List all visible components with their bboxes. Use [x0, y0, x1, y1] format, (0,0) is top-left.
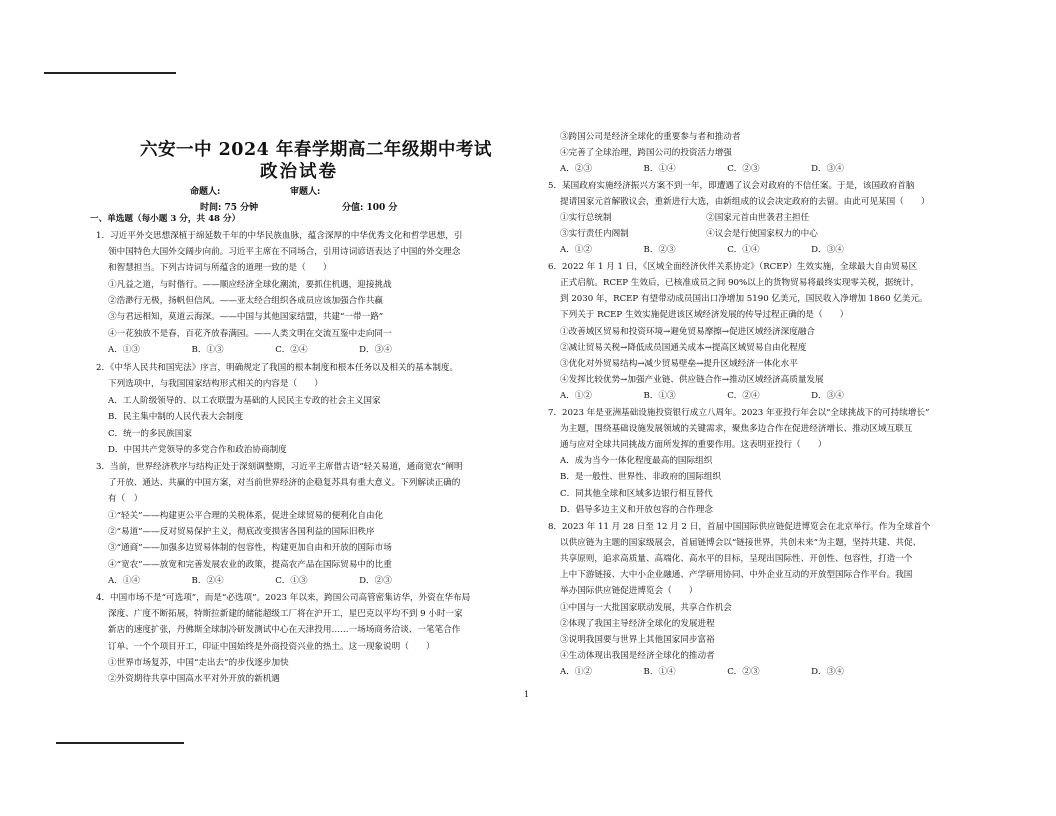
- text-line: C．统一的多民族国家: [108, 429, 192, 439]
- text-line: B．民主集中制的人民代表大会制度: [108, 412, 244, 422]
- text-line: 5．某国政府实施经济振兴方案不到一年，即遭遇了议会对政府的不信任案。于是，该国政府首脑: [548, 181, 915, 191]
- author-label: 命题人:: [190, 187, 221, 197]
- text-line: ④发挥比较优势→加强产业链、供应链合作→推动区域经济高质量发展: [560, 375, 824, 385]
- exam-subject: 政治试卷: [260, 162, 338, 182]
- text-line: ④生动体现出我国是经济全球化的推动者: [560, 651, 715, 661]
- text-line: ①凡益之道，与时偕行。——顺应经济全球化潮流，要抓住机遇，迎接挑战: [108, 280, 392, 290]
- text-line: ②浩渺行无极，扬帆但信风。——亚太经合组织各成员应该加强合作共赢: [108, 296, 384, 306]
- text-line: 上中下游链接、大中小企业融通、产学研用协同、中外企业互动的开放型国际合作平台。我国: [560, 570, 913, 580]
- text-line: ③跨国公司是经济全球化的重要参与者和推动者: [560, 132, 741, 142]
- text-line: ①“轻关”——构建更公平合理的关税体系，促进全球贸易的便利化自由化: [108, 511, 384, 521]
- text-line: 通与应对全球共同挑战方面所发挥的重要作用。这表明亚投行（ ）: [560, 440, 827, 450]
- text-line: 以供应链为主题的国家级展会，首届链博会以“链接世界，共创未来”为主题，坚持共建、共促、: [560, 538, 922, 548]
- text-line: 为主题，围绕基础设施发展领域的关键需求，聚焦多边合作在促进经济增长、推动区域互联互: [560, 424, 913, 434]
- text-line: A．①② B．②③ C．①④ D．③④: [560, 245, 844, 255]
- text-line: C．同其他全球和区域多边银行相互替代: [560, 489, 713, 499]
- text-line: A．①② B．①④ C．②③ D．③④: [560, 667, 844, 677]
- text-line: 举办国际供应链促进博览会（ ）: [560, 586, 698, 596]
- text-line: 6．2022 年 1 月 1 日，《区域全面经济伙伴关系协定》（RCEP）生效实施，全球最大自由贸易区: [548, 262, 918, 272]
- text-line: ①改善域区贸易和投资环境→避免贸易摩擦→促进区域经济深度融合: [560, 327, 816, 337]
- scan-edge-line-bottom: [56, 742, 184, 744]
- text-line: 到 2030 年，RCEP 有望带动成员国出口净增加 5190 亿美元，国民收入净增加 1860 亿美元。: [560, 294, 928, 304]
- text-line: 8．2023 年 11 月 28 日至 12 月 2 日，首届中国国际供应链促进博览会在北京举行。作为全球首个: [548, 522, 931, 532]
- text-line: A．②③ B．①④ C．②③ D．③④: [560, 164, 844, 174]
- section-heading: 一、单选题（每小题 3 分，共 48 分）: [90, 214, 241, 224]
- text-line: ③“通商”——加强多边贸易体制的包容性，构建更加自由和开放的国际市场: [108, 543, 392, 553]
- text-line: ④“宽农”——放宽和完善发展农业的政策，提高农产品在国际贸易中的比重: [108, 560, 392, 570]
- text-line: ①实行总统制 ②国家元首由世袭君主担任: [560, 213, 810, 223]
- page-number: 1: [524, 690, 530, 699]
- text-line: ③优化对外贸易结构→减少贸易壁垒→提升区域经济一体化水平: [560, 359, 798, 369]
- text-line: ①中国与一大批国家联动发展，共享合作机会: [560, 603, 732, 613]
- text-line: 领中国特色大国外交阔步向前。习近平主席在不同场合，引用诗词谚语表达了中国的外交理念: [108, 247, 461, 257]
- time-label: 时间: 75 分钟: [200, 203, 259, 213]
- text-line: A．成为当今一体化程度最高的国际组织: [560, 456, 713, 466]
- text-line: B．是一般性、世界性、非政府的国际组织: [560, 472, 722, 482]
- text-line: 下列关于 RCEP 生效实施促进该区域经济发展的传导过程正确的是（ ）: [560, 310, 849, 320]
- text-line: 深度、广度不断拓展，特斯拉新建的储能超级工厂将在沪开工，星巴克以平均不到 9 小时一家: [108, 609, 463, 619]
- text-line: 和智慧担当。下列古诗词与所蕴含的道理一致的是（ ）: [108, 263, 332, 273]
- text-line: ②外资期待共享中国高水平对外开放的新机遇: [108, 674, 280, 684]
- text-line: 7．2023 年是亚洲基础设施投资银行成立八周年。2023 年亚投行年会以“全球挑战下的可持续增长”: [548, 408, 930, 418]
- text-line: ①世界市场复苏，中国“走出去”的步伐逐步加快: [108, 658, 289, 668]
- scan-edge-line-top: [44, 72, 176, 74]
- score-label: 分值: 100 分: [342, 203, 398, 213]
- text-line: ④完善了全球治理，跨国公司的投资活力增强: [560, 148, 732, 158]
- text-line: ②体现了我国主导经济全球化的发展进程: [560, 619, 715, 629]
- text-line: ③实行责任内阁制 ④议会是行使国家权力的中心: [560, 229, 818, 239]
- text-line: 4．中国市场不是“可选项”，而是“必选项”。2023 年以来，跨国公司高管密集访华，外资在华布局: [96, 593, 471, 603]
- text-line: 1．习近平外交思想深植于绵延数千年的中华民族血脉，蕴含深厚的中华优秀文化和哲学思想，引: [96, 231, 463, 241]
- text-line: 下列选项中，与我国国家结构形式相关的内容是（ ）: [108, 379, 323, 389]
- text-line: A．工人阶级领导的、以工农联盟为基础的人民民主专政的社会主义国家: [108, 396, 381, 406]
- text-line: A．①④ B．②④ C．①③ D．②③: [108, 576, 392, 586]
- text-line: 正式启航。RCEP 生效后，已核准成员之间 90%以上的货物贸易将最终实现零关税，据统计，: [560, 278, 920, 288]
- text-line: ③说明我国要与世界上其他国家同步富裕: [560, 635, 715, 645]
- text-line: 新店的速度扩张，丹佛斯全球制冷研发测试中心在天津投用……一场场商务洽谈、一笔笔合作: [108, 625, 461, 635]
- text-line: A．①② B．①③ C．②④ D．③④: [560, 391, 844, 401]
- text-line: 3．当前，世界经济秩序与结构正处于深刻调整期，习近平主席借古语“轻关易道，通商宽农”阐明: [96, 462, 463, 472]
- text-line: D．中国共产党领导的多党合作和政治协商制度: [108, 445, 287, 455]
- text-line: 订单、一个个项目开工，印证中国始终是外商投资兴业的热土。这一现象说明（ ）: [108, 642, 435, 652]
- text-line: 了开放、通达、共赢的中国方案，对当前世界经济的企稳复苏具有重大意义。下列解读正确的: [108, 478, 461, 488]
- text-line: ④一花独放不是春，百花齐放春满园。——人类文明在交流互鉴中走向同一: [108, 329, 392, 339]
- reviewer-label: 审题人:: [290, 187, 321, 197]
- text-line: ②减让贸易关税→降低成员国通关成本→提高区域贸易自由化程度: [560, 343, 807, 353]
- text-line: ③与君远相知，莫道云海深。——中国与其他国家结盟，共建“一带一路”: [108, 312, 384, 322]
- exam-title: 六安一中 2024 年春学期高二年级期中考试: [140, 140, 492, 160]
- text-line: ②“易道”——反对贸易保护主义，彻底改变损害各国利益的国际旧秩序: [108, 527, 375, 537]
- text-line: 有（ ）: [108, 494, 143, 504]
- text-line: 提请国家元首解散议会，重新进行大选，由新组成的议会决定政府的去留。由此可见某国（ ）: [560, 197, 930, 207]
- text-line: D．倡导多边主义和开放包容的合作理念: [560, 505, 713, 515]
- text-line: 共享原则，追求高质量、高端化、高水平的目标，呈现出国际性、开创性、包容性，打造一个: [560, 554, 913, 564]
- text-line: A．①③ B．①③ C．②④ D．③④: [108, 345, 392, 355]
- text-line: 2．《中华人民共和国宪法》序言，明确规定了我国的根本制度和根本任务以及相关的基本制度。: [96, 363, 459, 373]
